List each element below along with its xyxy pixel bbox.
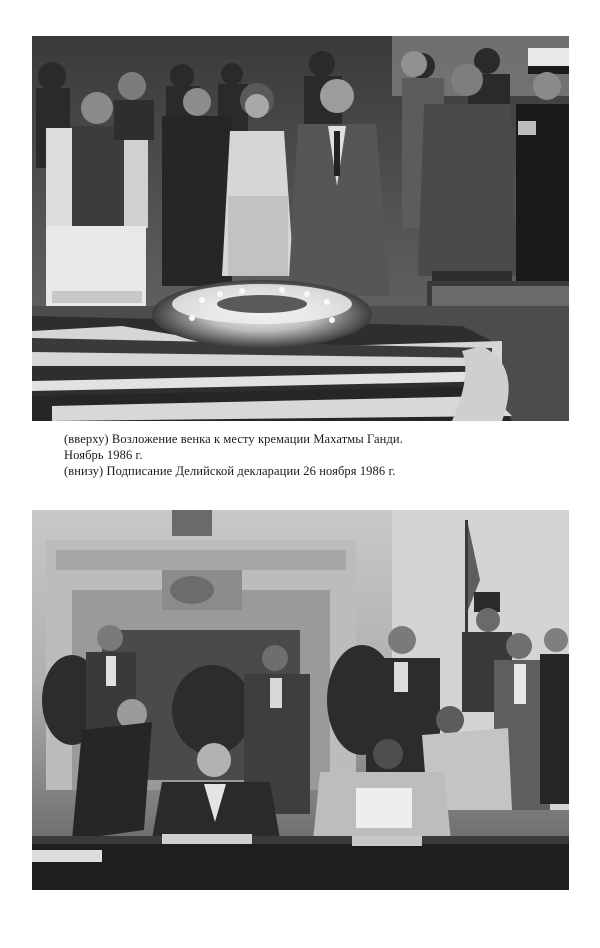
bottom-photo <box>32 510 569 890</box>
caption-bottom-line: (внизу) Подписание Делийской декларации 26 ноября 1986 г. <box>64 464 396 478</box>
caption-top-line: (вверху) Возложение венка к месту кремации Махатмы Ганди. <box>64 432 403 446</box>
photo-caption <box>64 431 544 479</box>
caption-top-date: Ноябрь 1986 г. <box>64 448 143 462</box>
bottom-photo-drawing <box>32 510 569 890</box>
top-photo-drawing <box>32 36 569 421</box>
top-photo <box>32 36 569 421</box>
